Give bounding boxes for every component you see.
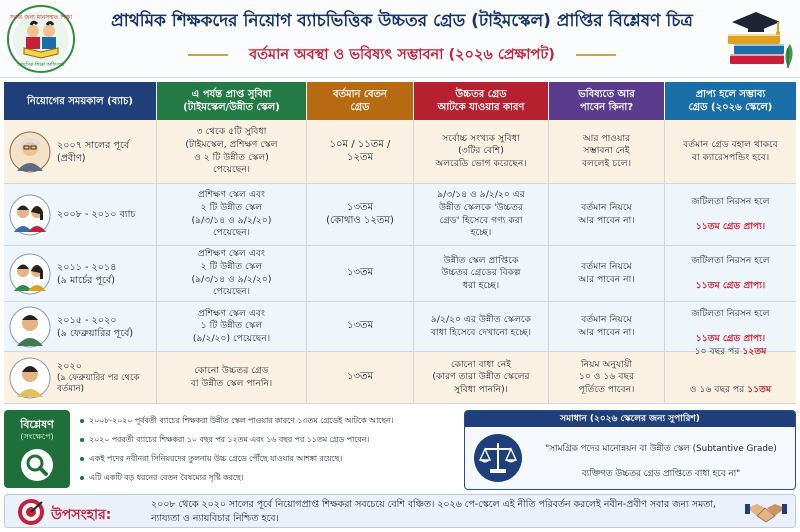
justice-scale-icon xyxy=(473,433,523,483)
grade-cell: ১৩তম xyxy=(307,302,414,352)
elder-teacher-avatar-icon xyxy=(9,131,51,173)
header-benefit: এ পর্যন্ত প্রাপ্ত সুবিধা (টাইমস্কেল/উন্নীত স্কেল) xyxy=(157,82,307,120)
future-cell: বর্তমান নিয়মে আর পাবেন না। xyxy=(549,302,665,352)
possible-cell xyxy=(665,184,796,246)
future-cell: বর্তমান নিয়মে আর পাবেন না। xyxy=(549,246,665,302)
batch-note: (৯ ফেব্রুয়ারির পর থেকে বর্তমান) xyxy=(57,373,140,394)
batch-note: (প্রবীণ) xyxy=(57,152,86,164)
batch-analysis-table xyxy=(4,82,796,404)
reason-cell: উন্নীত স্কেল প্রাপ্তিকে উচ্চতর গ্রেডের বিকল্প ধরা হচ্ছে। xyxy=(414,246,549,302)
batch-cell xyxy=(4,120,157,184)
header-reason: উচ্চতর গ্রেড আটকে যাওয়ার কারণ xyxy=(414,82,549,120)
header xyxy=(0,0,800,78)
conclusion-text: ২০০৮ থেকে ২০২০ সালের পূর্বে নিয়োগপ্রাপ্ত শিক্ষকরা সবচেয়ে বেশি বঞ্চিত। ২০২৬ পে-স্কেলে এই নীতি পরিবর্তন করলেই নবীন-প্রবীণ সবার জন্য সমতা, ন্যায্যতা ও ন্যায়বিচার নিশ্চিত হবে। xyxy=(151,499,716,524)
reason-cell: ৯/২/২০ এর উন্নীত স্কেলকে বাধা হিসেবে দেখানো হচ্ছে। xyxy=(414,302,549,352)
benefit-cell: প্রশিক্ষণ স্কেল এবং ২ টি উন্নীত স্কেল (৯/৩/১৪ ও ৯/২/২০) পেয়েছেন। xyxy=(157,246,307,302)
analysis-list xyxy=(76,411,456,488)
solution-box xyxy=(464,410,796,490)
analysis-title: বিশ্লেষণ xyxy=(20,418,54,431)
batch-cell xyxy=(4,246,157,302)
table-row xyxy=(4,302,796,352)
reason-cell: সর্বোচ্চ সংখ্যক সুবিধা (৩টির বেশি) অলরেডি ভোগ করেছেন। xyxy=(414,120,549,184)
header-possible: প্রাপ্য হলে সম্ভাব্য গ্রেড (২০২৬ স্কেলে) xyxy=(665,82,796,120)
reason-cell: ৯/৩/১৪ ও ৯/২/২০ এর উন্নীত স্কেলকে 'উচ্চতর গ্রেড' হিসেবে গণ্য করা হচ্ছে। xyxy=(414,184,549,246)
benefit-cell: প্রশিক্ষণ স্কেল এবং ২ টি উন্নীত স্কেল (৯/৩/১৪ ও ৯/২/২০) পেয়েছেন। xyxy=(157,184,307,246)
conclusion-label: উপসংহার: xyxy=(51,507,112,523)
analysis-item-text: ২০০৮-২০২০ পূর্ববর্তী ব্যাচের শিক্ষকরা উন্নীত স্কেল পাওয়ার কারণে ১৩তম গ্রেডেই আটকে আছেন। xyxy=(89,416,394,425)
benefit-cell: প্রশিক্ষণ স্কেল এবং ১ টি উন্নীত স্কেল (৯/২/২০) পেয়েছেন। xyxy=(157,302,307,352)
conclusion-bar xyxy=(4,494,796,528)
logo-bottom-text: প্রাথমিক শিক্ষা অধিদপ্তর xyxy=(17,62,65,68)
header-grade: বর্তমান বেতন গ্রেড xyxy=(307,82,414,120)
batch-label: ২০২০ xyxy=(57,361,82,372)
reason-cell: কোনো বাধা নেই (কারণ তারা উন্নীত স্কেলের সুবিধা পাননি)। xyxy=(414,352,549,404)
header-future: ভবিষ্যতে আর পাবেন কিনা? xyxy=(549,82,665,120)
possible-text: ও ১৬ বছর পর xyxy=(689,383,748,395)
list-item xyxy=(76,470,456,486)
possible-grade-highlight: ১১তম গ্রেড প্রাপ্য। xyxy=(695,279,766,291)
table-header-row xyxy=(4,82,796,120)
analysis-item-text: এটি একটি বড় ধরনের বেতন বৈষম্যের সৃষ্টি করছে। xyxy=(89,473,244,482)
table-row xyxy=(4,120,796,184)
batch-label: ২০১৫ - ২০২০ xyxy=(57,314,117,326)
grade-cell: ১৩তম (কোথাও ১২তম) xyxy=(307,184,414,246)
table-row xyxy=(4,184,796,246)
list-item xyxy=(76,432,456,448)
young-teacher-avatar-icon xyxy=(9,357,51,399)
benefit-cell: ৩ থেকে ৫টি সুবিধা (টাইমস্কেল, প্রশিক্ষণ স্কেল ও ২ টি উন্নীত স্কেল) পেয়েছেন। xyxy=(157,120,307,184)
header-batch: নিয়োগের সময়কাল (ব্যাচ) xyxy=(4,82,157,120)
male-teacher-avatar-icon xyxy=(9,306,51,348)
possible-grade-highlight: ১১তম গ্রেড প্রাপ্য। xyxy=(695,332,766,344)
batch-label: ২০০৮ - ২০১০ ব্যাচ xyxy=(57,209,136,220)
table-row xyxy=(4,246,796,302)
batch-note: (৯ ফেব্রুয়ারির পূর্বে) xyxy=(57,327,134,339)
possible-cell xyxy=(665,246,796,302)
grade-cell: ১০ম / ১১তম / ১২তম xyxy=(307,120,414,184)
school-logo-icon xyxy=(6,4,76,74)
possible-grade-highlight: ১২তম xyxy=(742,346,767,358)
table-row xyxy=(4,346,796,404)
magnifier-icon xyxy=(20,448,54,482)
teacher-couple-avatar-icon xyxy=(9,253,51,295)
batch-note: (৯ মার্চের পূর্বে) xyxy=(57,274,115,286)
batch-cell xyxy=(4,302,157,352)
list-item xyxy=(76,451,456,467)
possible-cell: বর্তমান গ্রেড বহাল থাকবে বা ক্যারেসপন্ডিং হবে। xyxy=(665,120,796,184)
list-item xyxy=(76,413,456,429)
logo-top-text: সবার জন্য মানসম্মত শিক্ষা xyxy=(9,14,73,21)
analysis-subtitle: (সংক্ষেপে) xyxy=(20,432,54,441)
possible-grade-highlight: ১১তম গ্রেড প্রাপ্য। xyxy=(695,220,766,232)
analysis-item-text: ২০২০ পরবর্তী ব্যাচের শিক্ষকরা ১০ বছর পর ১২তম এবং ১৬ বছর পর ১১তম গ্রেড পাবেন। xyxy=(89,435,370,444)
solution-text xyxy=(531,431,791,489)
possible-text: জটিলতা নিরসন হলে xyxy=(691,307,770,319)
possible-grade-highlight: ১১তম xyxy=(747,383,772,395)
batch-label: ২০১১ - ২০১৪ xyxy=(57,261,117,273)
possible-cell xyxy=(665,346,796,404)
books-graduation-cap-icon xyxy=(722,2,798,76)
batch-cell xyxy=(4,184,157,246)
page-title: প্রাথমিক শিক্ষকদের নিয়োগ ব্যাচভিত্তিক উচ্চতর গ্রেড (টাইমস্কেল) প্রাপ্তির বিশ্লেষণ চিত্র xyxy=(111,11,693,31)
solution-line: "সামগ্রিক পদের মানোন্নয়ন বা উন্নীত স্কেল (Subtantive Grade) xyxy=(545,444,777,455)
possible-text: জটিলতা নিরসন হলে xyxy=(691,195,770,207)
solution-line: ব্যক্তিগত উচ্চতর গ্রেড প্রাপ্তিতে বাধা হবে না" xyxy=(581,469,741,480)
grade-cell: ১৩তম xyxy=(307,352,414,404)
handshake-icon xyxy=(745,498,787,526)
target-icon xyxy=(17,498,45,526)
future-cell: আর পাওয়ার সম্ভাবনা নেই বললেই চলে। xyxy=(549,120,665,184)
analysis-item-text: একই পদের নবীনরা সিনিয়রদের তুলনায় উচ্চ গ্রেডে পৌঁছে যাওয়ার আশঙ্কা রয়েছে। xyxy=(89,454,343,463)
batch-label: ২০০৭ সালের পূর্বে xyxy=(57,139,130,151)
future-cell: নিয়ম অনুযায়ী ১০ ও ১৬ বছর পূর্তিতে পাবেন। xyxy=(549,352,665,404)
page-subtitle: বর্তমান অবস্থা ও ভবিষ্যৎ সম্ভাবনা (২০২৬ প্রেক্ষাপট) xyxy=(249,47,555,63)
possible-text: ১০ বছর পর xyxy=(694,346,743,358)
possible-text: জটিলতা নিরসন হলে xyxy=(691,254,770,266)
grade-cell: ১৩তম xyxy=(307,246,414,302)
solution-title: সমাধান (২০২৬ স্কেলের জন্য সুপারিশ) xyxy=(465,411,795,427)
analysis-badge xyxy=(4,410,70,488)
future-cell: বর্তমান নিয়মে আর পাবেন না। xyxy=(549,184,665,246)
teacher-couple-avatar-icon xyxy=(9,194,51,236)
benefit-cell: কোনো উচ্চতর গ্রেড বা উন্নীত স্কেল পাননি। xyxy=(157,352,307,404)
batch-cell xyxy=(4,352,157,404)
